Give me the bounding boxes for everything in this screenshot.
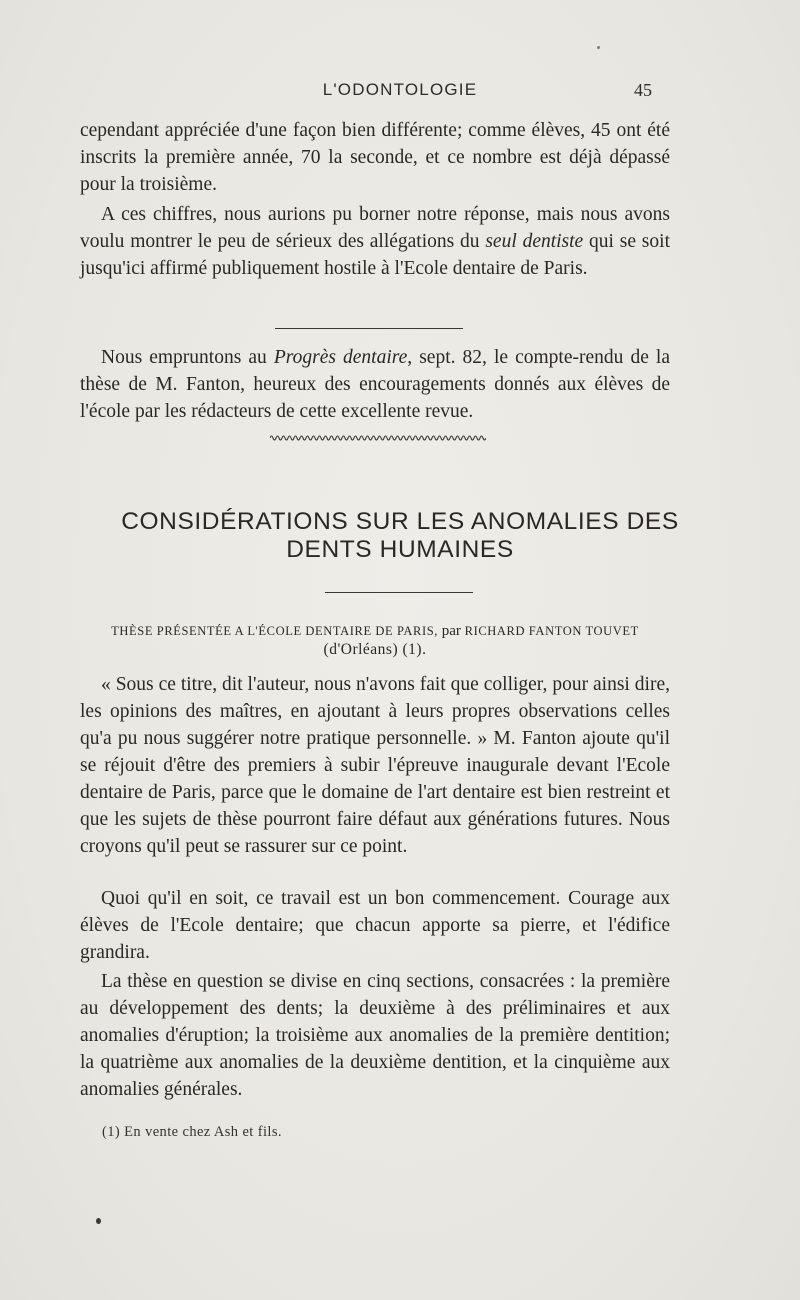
byline-author: RICHARD FANTON TOUVET: [460, 624, 639, 638]
paragraph-response-text-end: qui se soit jusqu'ici affirmé publiquement hostile à l'Ecole dentaire de Paris.: [80, 231, 670, 279]
paragraph-source-text-start: Nous empruntons au: [101, 347, 274, 368]
ink-speck: [96, 1218, 101, 1224]
byline-thesis: THÈSE PRÉSENTÉE A L'ÉCOLE DENTAIRE DE PARIS,: [111, 624, 442, 638]
paragraph-sections: La thèse en question se divise en cinq sections, consacrées : la première au développement des dents; la deuxième à des préliminaires et aux anomalies d'éruption; la troisième aux anomalies de la première dentition; la quatrième aux anomalies de la deuxième dentition, et la cinquième aux anomalies générales.: [80, 971, 670, 1100]
footnote: (1) En vente chez Ash et fils.: [102, 1124, 282, 1140]
byline-par: par: [441, 623, 461, 639]
page-number: 45: [634, 80, 652, 100]
paragraph-response-emphasis: seul dentiste: [485, 231, 584, 252]
paragraph-source-text-end: , sept. 82, le compte-rendu de la thèse de M. Fanton, heureux des encouragements donnés aux élèves de l'école par les rédacteurs de cette excellente revue.: [80, 347, 670, 422]
paragraph-response: [80, 201, 670, 282]
running-title: L'ODONTOLOGIE: [322, 80, 478, 99]
title-underline-rule: [325, 592, 473, 593]
paragraph-encouragement: Quoi qu'il en soit, ce travail est un bon commencement. Courage aux élèves de l'Ecole dentaire; que chacun apporte sa pierre, et l'édifice grandira.: [80, 888, 670, 963]
paragraph-author-quote: « Sous ce titre, dit l'auteur, nous n'avons fait que colliger, pour ainsi dire, les opinions des maîtres, en ajoutant à leurs propres observations celles qu'a pu nous suggérer notre pratique personnelle. » M. Fanton ajoute qu'il se réjouit d'être des premiers à subir l'épreuve inaugurale devant l'Ecole dentaire de Paris, parce que le domaine de l'art dentaire est bien restreint et que les sujets de thèse pourront faire défaut aux générations futures. Nous croyons qu'il peut se rassurer sur ce point.: [80, 674, 670, 857]
paragraph-response-text-start: A ces chiffres, nous aurions pu borner notre réponse, mais nous avons voulu montrer le peu de sérieux des allégations du: [80, 204, 670, 252]
byline-origin: (d'Orléans) (1).: [323, 641, 427, 658]
article-title-line-2: DENTS HUMAINES: [286, 536, 514, 563]
article-byline: [80, 620, 670, 642]
ink-speck: [597, 46, 600, 49]
article-title-line-1: CONSIDÉRATIONS SUR LES ANOMALIES DES: [121, 508, 679, 535]
paragraph-enrollment: cependant appréciée d'une façon bien différente; comme élèves, 45 ont été inscrits la première année, 70 la seconde, et ce nombre est déjà dépassé pour la troisième.: [80, 120, 670, 195]
journal-title-italic: Progrès dentaire: [273, 347, 408, 368]
paragraph-source-note: [80, 344, 670, 425]
section-divider-rule: [275, 328, 463, 329]
article-title: [60, 508, 740, 564]
running-head: [0, 80, 800, 106]
wavy-ornament-divider: [270, 433, 486, 443]
